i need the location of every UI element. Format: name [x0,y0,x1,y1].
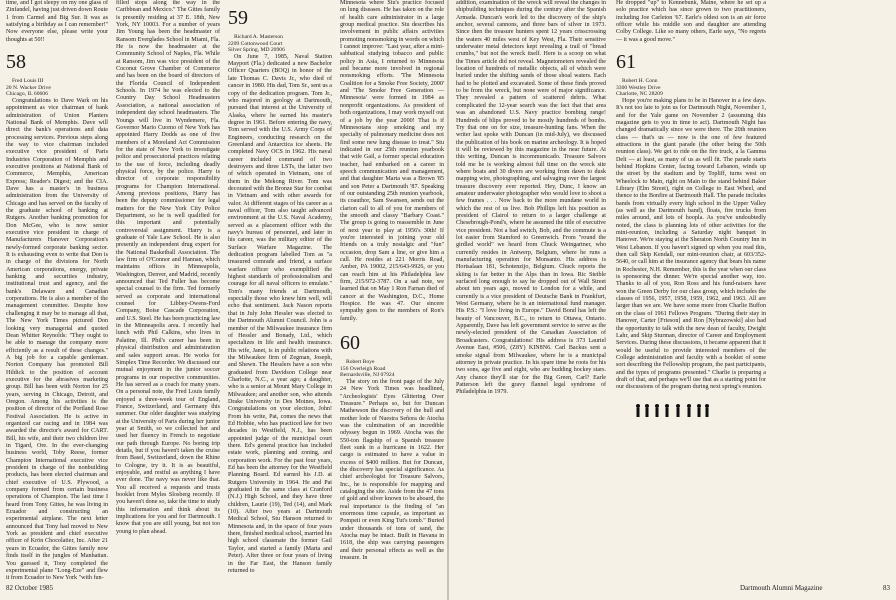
left-col-2 [116,0,220,582]
left-page-footer: 82 October 1985 [6,584,54,592]
class-number-60: 60 [340,332,360,355]
right-col-1 [456,0,606,582]
col1-intro: time, and I got sleepy on my one glass of Zinfandel, having just driven down Route 1 from Carmel and Big Sur. It was as satisfying a birthday as I can remember!" Now everyone else, please write your thoughts at 50!! [6,0,108,43]
col3-body: On June 7, 1985, Naval Station Mayport (Fla.) dedicated a new Bachelor Officer Quarters (BOQ) in honor of the late Thomas C. Davis Jr., who died of cancer in 1980. His dad, Tom Sr., sent us a copy of the dedication program. Tom Jr., who majored in geology at Dartmouth, pursued that interest at the University of Alaska, where he earned his master's degree in 1961. Before entering the navy, Tom served with the U.S. Army Corps of Engineers, conducting research on the Greenland and Antarctica ice sheets. He completed Navy OCS in 1962. His naval career included command of two destroyers and three LSTs, the latter two of which operated in Vietnam, one of them in the Mekong River. Tom was decorated with the Bronze Star for combat in Vietnam and with other awards for valor. At different stages of his career as a naval officer, Tom also taught advanced environment at the U.S. Naval Academy, served as a placement officer with the navy's bureau of personnel, and later in his career, was the military editor of the Surface Warfare Magazine. The dedication program labelled Tom as "a treasured comrade and friend, a surface warfare officer who exemplified the highest standards of professionalism and courage for all naval officers to emulate." Tom's many friends at Dartmouth, especially those who knew him well, will echo that sentiment. Jack Nason reports that in July John Hessler was elected to the Dartmouth Alumni Council. John is a member of the Milwaukee insurance firm of Hessler and Bonady, Ltd., which specializes in life and health insurance. His wife, Janet, is in public relations with the Milwaukee firm of Zegman, Joseph, and Shewn. The Hesslers have a son who graduated from Davidson College near Charlotte, N.C., a year ago; a daughter, who is a senior at Mount Mary College in Milwaukee; and another son, who attends Drake University in Des Moines, Iowa. Congratulations on your election, John! From his write, Pat, comes the news that Ed Hobbie, who has practiced law for two decades in Westfield, N.J., has been appointed judge of the municipal court there. Ed's general practice has included estate work, planning and zoning, and corporation work. For the past four years, Ed has been the attorney for the Westfield Planning Board. Ed earned his J.D. at Rutgers University in 1964. He and Pat graduated in the same class at Cranford (N.J.) High School, and they have three children, Laurie (19), Ted (14), and Mark (10). After two years at Dartmouth Medical School, Stu Hanson returned to Minnesota and, in the space of four years there, finished medical school, married his high school classmate the former Gail Taylor, and started a family (Marta and Peter). After three or four years of living in the Far East, the Hanson family returned to [228,53,332,574]
right-col2-body2: Hope you're making plans to be in Hanover in a few days. It's not too late to join us for Dartmouth Night, November 1, and for the Yale game on November 2 (assuming this magazine gets to you in time to act). Dartmouth Night has changed dramatically since we were there. The 20th reunion class — that's us — now is the one of few featured attractions in the giant parade (the other being the 50th reunion class). We get to ride on the fire truck, a la Gamma Delt — at least, as many of us as will fit. The parade starts behind Hopkins Center, facing toward Lebanon, winds up the street by the stadium and by Topliff, turns west on Wheelock to Main, right on Main to the stand behind Baker Library (Elm Street), right on College to East Wheel, and thence to the Bonfire at Dartmouth Hall. The parade includes bands from virtually every high school in the Upper Valley (as well as the Dartmouth band), floats, fire trucks from miles around, and lots of hoopla. As you've undoubtedly noted, the class is planning lots of other activities for the mini-reunion, including a Saturday night banquet in Hanover. We're staying at the Sheraton North Country Inn in West Lebanon. If you haven't signed up when you read this, then call Skip Kendall, our mini-reunion chair, at 603/352-5640, or call him at the insurance agency that bears his name in Rochester, N.H. Remember, this is the year when our class is sponsoring the dinner. We're special another way, too. Thanks to all of you, Ron Ross and his fund-raisers have won the Green Derby for our class group, which includes the classes of 1956, 1957, 1958, 1959, 1962, and 1963. All are larger than we are. We have some more from Charlie Buffon on the class of 1961 Fellows Program. "During their stay in Hanover, Carter [Frieson] and Ron [Nybrazowski] also had the opportunity to talk with the new dean of faculty, Dwight Lahr, and Skip Sturman, director of Career and Employment Services. During these discussions, it became apparent that it would be useful to provide interested members of the College administration and faculty with a booklet of some sort describing the Fellowship program, the past participants, and the types of programs presented." Charlie is preparing a draft of that, and perhaps we'll use that as a starting point for our discussions of the program during next spring's reunion. [616,97,766,391]
page-number: 83 [883,584,890,592]
left-col-4 [340,0,444,582]
class-address-58: Fred Louis III 20 N. Wacker Drive Chicago, IL 60606 [6,78,51,98]
right-col1-body: addition, examination of the wreck will reveal the changes in shipbuilding techniques during the century after the Spanish Armada. Duncan's work led to the discovery of the ship's anchor, several cannons, and three bars of silver in 1973. Since then the treasure hunters spent 12 years crisscrossing the waters 40 miles west of Key West, Fla. Their sensitive underwater metal detectors kept revealing a trail of "bread crumbs," but not the wreck itself. Here is a scoop on what the Times article did not reveal. Magnetometers revealed the location of hundreds of metallic objects, all of which were buried under the shifting sands of those shoal waters. Each had to be plotted and excavated. Some of these finds proved to be from the wreck, but none were of major significance. They revealed a pattern of scattered debris. What complicated the 12-year search was the fact that that area was an abandoned U.S. Navy practice bombing range! Hundreds of blips proved to be mostly hundreds of bombs. Try that one on for size, treasure-hunting fans. When the writer last spoke with Duncan (in mid-July), we discussed the publication of his book on marine archeology. It is hoped it will be reviewed by this magazine in the near future. At this writing, Duncan is incommunicado. Treasure Salvors told me he is working almost full time on the wreck site where boats and 30 divers are working from dawn to dusk mapping wire, photographing, and salvaging over the largest treasure discovery ever reported. Hey, Dunc, I know an amateur underwater photographer who would love to shoot a few frames . . . Now back to the more mundane world in which the rest of us live. Bob Phillips left his position as president of Clairol to return to a larger challenge at Chesebrough-Pond's, where he assumed the title of executive vice president. Not a bad switch, Bob, and the commute is a lot easier from Stamford to Greenwich. From "round the girdled world" we heard from Chuck Weingartner, who currently resides in Antwerp, Belgium, where he runs a manufacturing operation for Monsanto. His address is Hortsalaan 181, Schotenzijo, Belgium. Chuck reports the skiing is far better in the Alps than in Iowa. Ric Steible surfaced long enough to say he dropped out of Wall Street about ten years ago, moved to London for a while, and currently is a vice president of Deutsche Bank in Frankfurt, West Germany, where he is an international fund manager. His P.S.: "I love living in Europe." David Bond has left the beauty of Vancouver, B.C., to return to Ottawa, Ontario. Apparently, Dave has left government service to serve as the newly-elected president of the Canadian Association of Broadcasters. Congratulations! His address is 373 Lauriel Avenue East, #506, (Z8Y) KIN8N6. Carl Backus sent a smoke signal from Milwaukee, where he is a municipal attorney in private practice. In his spare time he roots for his two sons, age five and eight, who are budding hockey stars. Any chance they'll star for the Big Green, Carl? Earle Patterson left the gravy flannel legal syndrome of Philadelphia in 1979. [456,0,606,396]
magazine-name: Dartmouth Alumni Magazine [740,584,823,592]
right-col-2 [616,0,766,582]
class-address-59: Richard A. Masterson 2209 Cottonwood Court Silver Spring, MD 20906 [228,34,285,54]
people-silhouette-icon [633,403,711,417]
left-col-3 [228,0,332,582]
right-col2-body: He dropped "up" to Kennebunk, Maine, where he set up a solo practice which has since grown to two practitioners, including Joe Carleton '67. Earle's oldest son is an air force officer while his middle son and daughter are attending Colby College. Like so many others, Earle says, "No regrets — it was a good move." [616,0,766,43]
class-number-59: 59 [228,7,248,29]
class-number-61: 61 [616,51,636,74]
col2-body: filled stops along the way in the Caribbean and Mexico." The Gittes family is presently residing at 37 E. 18th, New York, NY 10003. For a number of years Jim Young has been the headmaster of Ransom Everglades School in Miami, Fla. He is now the headmaster at the Community School of Naples, Fla. While at Ransom, Jim was vice president of the Coconut Grove Chamber of Commerce and has been on the board of directors of the Florida Council of Independent Schools. In 1974 he was elected to the Country Day School Headmasters Association, a national association of independent day school headmasters. The Youngs will live in Wyndemere, Fla. Governor Mario Cuomo of New York has appointed Harry Dodds as one of five members of a Moreland Act Commission for the state of New York to investigate police and prosecutorial practices relating to the use of force, including deadly physical force, by the police. Harry is director of corporate responsibility programs for Champion International. Among previous positions, Harry has been the deputy commissioner for legal matters for the New York City Police Department, so he is well qualified for this important and potentially controversial assignment. Harry is a graduate of Yale Law School. He is also presently an independent drug expert for the National Basketball Association. The law firm of O'Connor and Hannan, which maintains offices in Minneapolis, Washington, Denver, and Madrid, recently announced that Ted Fuller has become special counsel to the firm. Ted formerly served as corporate and international counsel for Libbey-Owens-Ford Company, Boise Cascade Corporation, and U.S. Steel. He has been practicing law in the Minneapolis area. I recently had lunch with Phil Calkins, who lives in Palatine, Ill. Phil's career has been in physical distribution and administration and sales support areas. He works for Simplex Time Recorder. We discussed our mutual enjoyment in the junior soccer programs in our respective communities. He has served as a coach for many years. On a personal note, the Fred Louis family enjoyed a three-week tour of England, France, Switzerland, and Germany this summer. Our older daughter was studying at the University of Paris during her junior year at Smith, so we collected her and used her fluency in French to negotiate our path through Europe. No boring trip details, but if you haven't taken the cruise from Basel, Switzerland, down the Rhine to Cologne, try it. It is as beautiful, enjoyable, and restful as anything I have ever done. The navy was never like that. You all received a requests and trusts booklet from Myles Slosberg recently. If you haven't done so, take the time to study this information and think about its implications for you and for Dartmouth. I know that you are still young, but not too young to plan ahead. [116,0,220,535]
right-page-footer [740,584,890,593]
page-gutter [447,0,449,600]
col4b-body: The story on the front page of the July 24 New York Times was headlined, "Archeologists' Eyes Glittering Over Treasure." Perhaps so, but for Duncan Mathewson the discovery of the hull and mother lode of Nuestra Señora de Atocha was the culmination of an incredible odyssey begun in 1969. Atocha was the 550-ton flagship of a Spanish treasure fleet sunk in a hurricane in 1622. Her cargo is estimated to have a value in excess of $400 million. But for Duncan, the discovery has special significance. As chief archeologist for Treasure Salvors, Inc., he is responsible for mapping and cataloging the site. Aside from the 47 tons of gold and silver known to be aboard, the real importance is the finding of "an enormous time capsule, as important as Pompeii or even King Tut's tomb." Buried under thousands of tons of sand, the Atocha may be intact. Built in Havana in 1618, the ship was carrying passengers and their personal effects as well as the treasure. In [340,378,444,562]
class-number-58: 58 [6,51,26,74]
col4-body: Minnesota where Stu's practice focused on lung diseases. He has taken on the role of health care administrator in a large group medical practice. Stu describes his involvement in public affairs activities promoting nonsmoking in words on which I cannot improve: "Last year, after a mini-sabbatical studying tobacco and public policy in Asia, I returned to Minnesota and became more involved in regional nonsmoking efforts. 'The Minnesota Coalition for a Smoke Free Society, 2000' and 'The Smoke Free Generation — Minnesota' were formed in 1984 as nonprofit organizations. As president of both organizations, I may work myself out of a job by the year 2000! That is if Minnesotans stop smoking and my specialty of pulmonary medicine does not find some new lung disease to treat." Stu indicated in our 25th reunion yearbook that wife Gail, a former special education teacher, had embarked on a career in speech communication and management, and that daughter Marta was a Brown '85 and son Peter a Dartmouth '87. Speaking of our outstanding 25th reunion yearbook, its coauthor, Sam Swansen, sends out the clarion call to all of you for members of the smooth and classy "Barbary Coast." The group is going to reassemble in June of next year to play at 1956's 30th! If you're interested in joining your old friends on a truly nostalgic and "fun" occasion, drop Sam a line, or give him a call. He resides at 221 Morris Road, Amber, PA 19002, 215/643-9926, or you can reach him at his Philadelphia law firm, 215/972-3787. On a sad note, we learned that on May 1 Ron Farnan died of cancer at the Washington, D.C., Home Hospice. He was 47. Our sincere sympathy goes to the members of Ron's family. [340,0,444,322]
col1-body: Congratulations to Dave Wark on his appointment as vice chairman of bank administration of Union Planters National Bank of Memphis. Dave will direct the bank's operations and data processing services. Previous steps along the way to vice chairman included executive vice president of Paris Industries Corporation of Memphis and executive positions at National Bank of Commerce, Memphis, American Express; Reader's Digest; and the CIA. Dave has a master's in business administration from the University of Chicago and has served on the faculty of the graduate school of banking at Rutgers. Another banking promotion for Don McGee, who is now senior executive vice president in charge of Manufacturers Hanover Corporation's newly-formed corporate banking sector. It is exhausting even to write that Don is in charge of the divisions for North American corporations, energy, private banking and securities industry, institutional trust and agency, and the bank's Delaware and Canadian corporations. He is also a member of the management committee. Despite how challenging it may be to manage all that, The New York Times pictured Don looking very managerial and quoted Dean Whitter Reynolds: "They ought to be able to manage the company more efficiently as a result of these changes." A big job for a capable gentleman. Norton Company has promoted Bill Hildick to the position of account executive for the abrasives marketing group. Bill has been with Norton for 25 years, serving in Chicago, Detroit, and Oregon. Among his activities is the position of director of the Portland Rose Festival Association. He is active in organized car racing and in 1984 was awarded the director's award for CART. Bill, his wife, and their two children live in Tigard, Ore. In the ever-changing business world, Toby Reese, former Champion International executive vice president in charge of the nonbuilding products, has been elected chairman and chief executive of U.S. Plywood, a company formed from certain business operations of Champion. The last time I heard from Tony Gittes, he was living in Ecuador and constructing an experimental airplane. The next letter announced that Tony had moved to New York as president and chief executive officer of Krön Chocolatier, Inc. After 21 years in Ecuador, the Gittes family now finds itself in the jungles of Manhattan. You guessed it, Tony completed the experimental plane "Long-Eze" and flew it from Ecuador to New York "with fun- [6,97,108,582]
left-col-1 [6,0,108,582]
class-address-60: Robert Boye 156 Overleigh Road Bernardsville, NJ 07924 [340,359,395,379]
class-address-61: Robert H. Conn 3300 Westley Drive Charlotte, NC 28209 [616,78,663,98]
right-col-3 [776,0,890,582]
